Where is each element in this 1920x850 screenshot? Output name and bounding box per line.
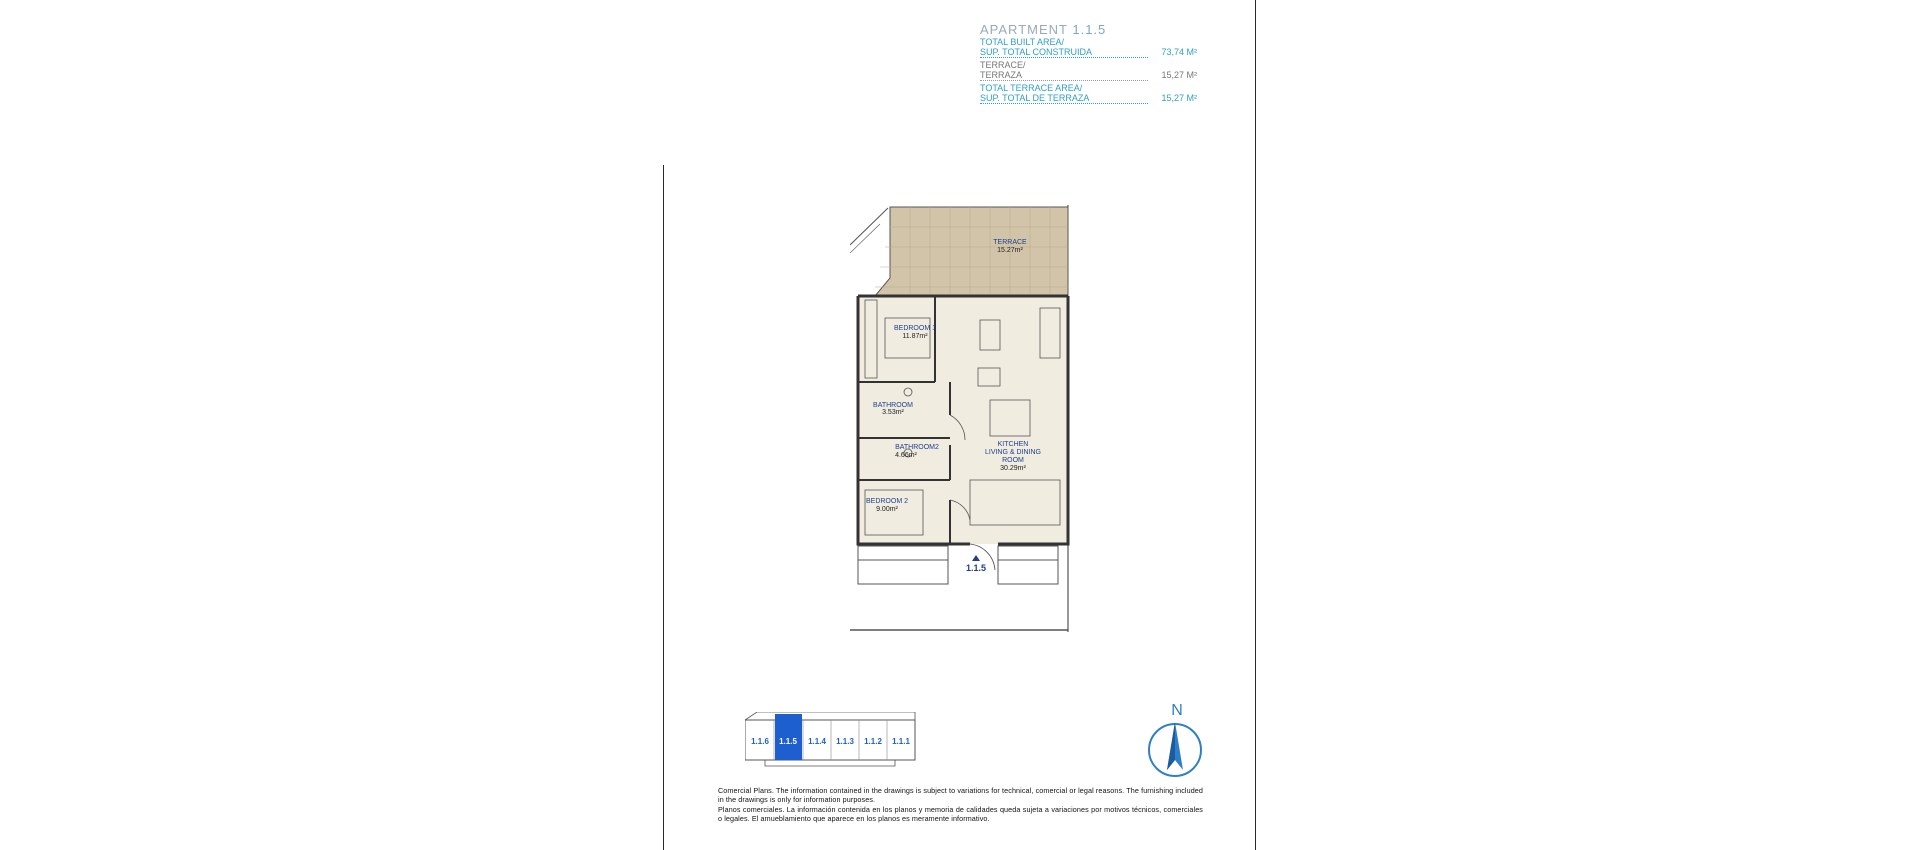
unit-1-1-2: 1.1.2 bbox=[864, 737, 882, 746]
terrace-value: 15,27 M² bbox=[1161, 70, 1197, 80]
terrace-area-label: 15.27m² bbox=[997, 247, 1023, 254]
terrace-total-label-en: TOTAL TERRACE AREA/ bbox=[980, 83, 1083, 93]
terrace-label: TERRACE bbox=[993, 239, 1027, 246]
key-plan-base bbox=[765, 760, 895, 766]
bedroom-2-area: 9.00m² bbox=[876, 506, 898, 513]
built-area-label-en: TOTAL BUILT AREA/ bbox=[980, 37, 1065, 47]
bedroom-1-area: 11.87m² bbox=[902, 333, 928, 340]
terrace-label-es: TERRAZA bbox=[980, 70, 1148, 81]
disclaimer-english: Comercial Plans. The information contained in the drawings is subject to variations for technical, comercial or legal reasons. The furnishing included in the drawings is only for information purposes. bbox=[718, 786, 1203, 805]
unit-1-1-6: 1.1.6 bbox=[751, 737, 769, 746]
bathroom-1-label: BATHROOM bbox=[873, 402, 913, 409]
terrace-total-row bbox=[980, 83, 1205, 103]
area-summary bbox=[980, 22, 1205, 106]
balcony-right bbox=[998, 546, 1058, 584]
north-compass-icon bbox=[1140, 700, 1210, 780]
bathroom-2-area: 4.66m² bbox=[895, 452, 917, 459]
entrance-label: 1.1.5 bbox=[965, 563, 987, 573]
unit-1-1-5: 1.1.5 bbox=[779, 737, 797, 746]
unit-1-1-1: 1.1.1 bbox=[892, 737, 910, 746]
bathroom-2-label: BATHROOM2 bbox=[895, 444, 939, 451]
kitchen-area: 30.29m² bbox=[1000, 465, 1026, 472]
unit-1-1-3: 1.1.3 bbox=[836, 737, 854, 746]
floor-plan bbox=[850, 200, 1080, 640]
terrace-total-value: 15,27 M² bbox=[1161, 93, 1197, 103]
key-plan bbox=[745, 712, 925, 770]
compass-needle-shade bbox=[1167, 722, 1175, 770]
built-area-row bbox=[980, 37, 1205, 57]
room-label: ROOM bbox=[1002, 457, 1024, 464]
disclaimer-spanish: Planos comerciales. La información contenida en los planos y memoria de calidades queda sujeta a variaciones por motivos técnicos, comerciales o legales. El amueblamiento que aparece en los planos es meramente informativo. bbox=[718, 804, 1203, 824]
unit-1-1-4: 1.1.4 bbox=[808, 737, 826, 746]
key-plan-outline bbox=[745, 720, 915, 760]
apartment-title bbox=[980, 22, 1205, 37]
kitchen-label: KITCHEN bbox=[997, 441, 1029, 448]
built-area-value: 73,74 M² bbox=[1161, 47, 1197, 57]
entrance-arrow-icon bbox=[972, 555, 980, 561]
balcony-left bbox=[858, 546, 948, 584]
apartment-title-word: APARTMENT bbox=[980, 22, 1068, 37]
page-border-right bbox=[1255, 0, 1256, 850]
bedroom-1-label: BEDROOM 1 bbox=[893, 325, 937, 332]
built-area-label-es: SUP. TOTAL CONSTRUIDA bbox=[980, 47, 1148, 58]
terrace-diagonal-wall bbox=[850, 208, 888, 245]
terrace-rail bbox=[850, 224, 880, 253]
terrace-total-label-es: SUP. TOTAL DE TERRAZA bbox=[980, 93, 1148, 104]
balcony bbox=[858, 546, 1058, 584]
page-border-left bbox=[663, 165, 664, 850]
apartment-number: 1.1.5 bbox=[1072, 22, 1107, 37]
disclaimer bbox=[718, 786, 1203, 824]
living-dining-label: LIVING & DINING bbox=[984, 449, 1042, 456]
terrace-area bbox=[875, 207, 1068, 296]
north-label: N bbox=[1171, 702, 1183, 719]
terrace-row bbox=[980, 60, 1205, 80]
bedroom-2-label: BEDROOM 2 bbox=[865, 498, 909, 505]
key-plan-roof bbox=[745, 712, 915, 720]
terrace-label-en: TERRACE/ bbox=[980, 60, 1026, 70]
bathroom-1-area: 3.53m² bbox=[882, 409, 904, 416]
